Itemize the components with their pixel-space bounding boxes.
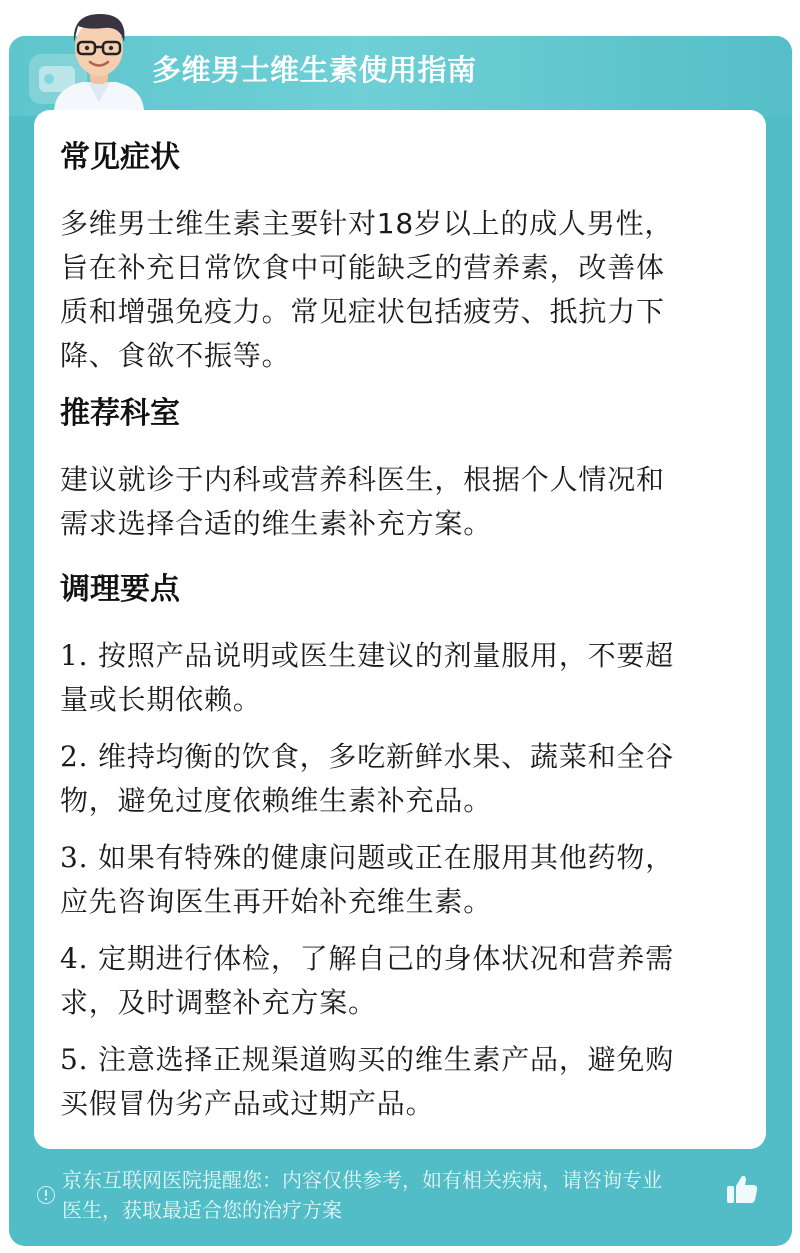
list-number: 3. bbox=[60, 841, 89, 874]
text-line: 定期进行体检，了解自己的身体状况和营养需 bbox=[98, 942, 675, 975]
footer-line: 京东互联网医院提醒您：内容仅供参考，如有相关疾病，请咨询专业 bbox=[62, 1168, 662, 1192]
section-heading-care-tips: 调理要点 bbox=[60, 572, 180, 607]
text-line: 旨在补充日常饮食中可能缺乏的营养素，改善体 bbox=[60, 251, 665, 284]
text-line: 多维男士维生素主要针对18岁以上的成人男性， bbox=[60, 207, 674, 240]
thumbs-up-icon[interactable] bbox=[724, 1171, 760, 1207]
text-line: 维持均衡的饮食，多吃新鲜水果、蔬菜和全谷 bbox=[98, 740, 675, 773]
text-line: 按照产品说明或医生建议的剂量服用，不要超 bbox=[98, 639, 675, 672]
text-line: 质和增强免疫力。常见症状包括疲劳、抵抗力下 bbox=[60, 295, 665, 328]
content-card bbox=[34, 110, 766, 1149]
text-line: 量或长期依赖。 bbox=[60, 683, 262, 716]
list-number: 1. bbox=[60, 639, 89, 672]
section-heading-department: 推荐科室 bbox=[60, 396, 180, 431]
list-item bbox=[60, 937, 740, 1025]
section-heading-symptoms: 常见症状 bbox=[60, 140, 180, 175]
symptoms-paragraph bbox=[60, 202, 740, 378]
list-item bbox=[60, 735, 740, 823]
text-line: 应先咨询医生再开始补充维生素。 bbox=[60, 885, 493, 918]
text-line: 需求选择合适的维生素补充方案。 bbox=[60, 507, 493, 540]
page-title: 多维男士维生素使用指南 bbox=[152, 53, 477, 87]
info-icon bbox=[37, 1186, 55, 1204]
list-number: 5. bbox=[60, 1043, 89, 1076]
text-line: 建议就诊于内科或营养科医生，根据个人情况和 bbox=[60, 463, 665, 496]
footer-line: 医生，获取最适合您的治疗方案 bbox=[62, 1198, 342, 1222]
list-item bbox=[60, 836, 740, 924]
text-line: 物，避免过度依赖维生素补充品。 bbox=[60, 784, 493, 817]
text-line: 求，及时调整补充方案。 bbox=[60, 986, 377, 1019]
text-line: 注意选择正规渠道购买的维生素产品，避免购 bbox=[98, 1043, 675, 1076]
text-line: 买假冒伪劣产品或过期产品。 bbox=[60, 1087, 435, 1120]
list-item bbox=[60, 1038, 740, 1126]
doctor-avatar bbox=[44, 6, 154, 110]
department-paragraph bbox=[60, 458, 740, 546]
list-number: 4. bbox=[60, 942, 89, 975]
disclaimer-footer bbox=[62, 1165, 732, 1225]
text-line: 如果有特殊的健康问题或正在服用其他药物， bbox=[98, 841, 675, 874]
text-line: 降、食欲不振等。 bbox=[60, 339, 291, 372]
list-item bbox=[60, 634, 740, 722]
list-number: 2. bbox=[60, 740, 89, 773]
